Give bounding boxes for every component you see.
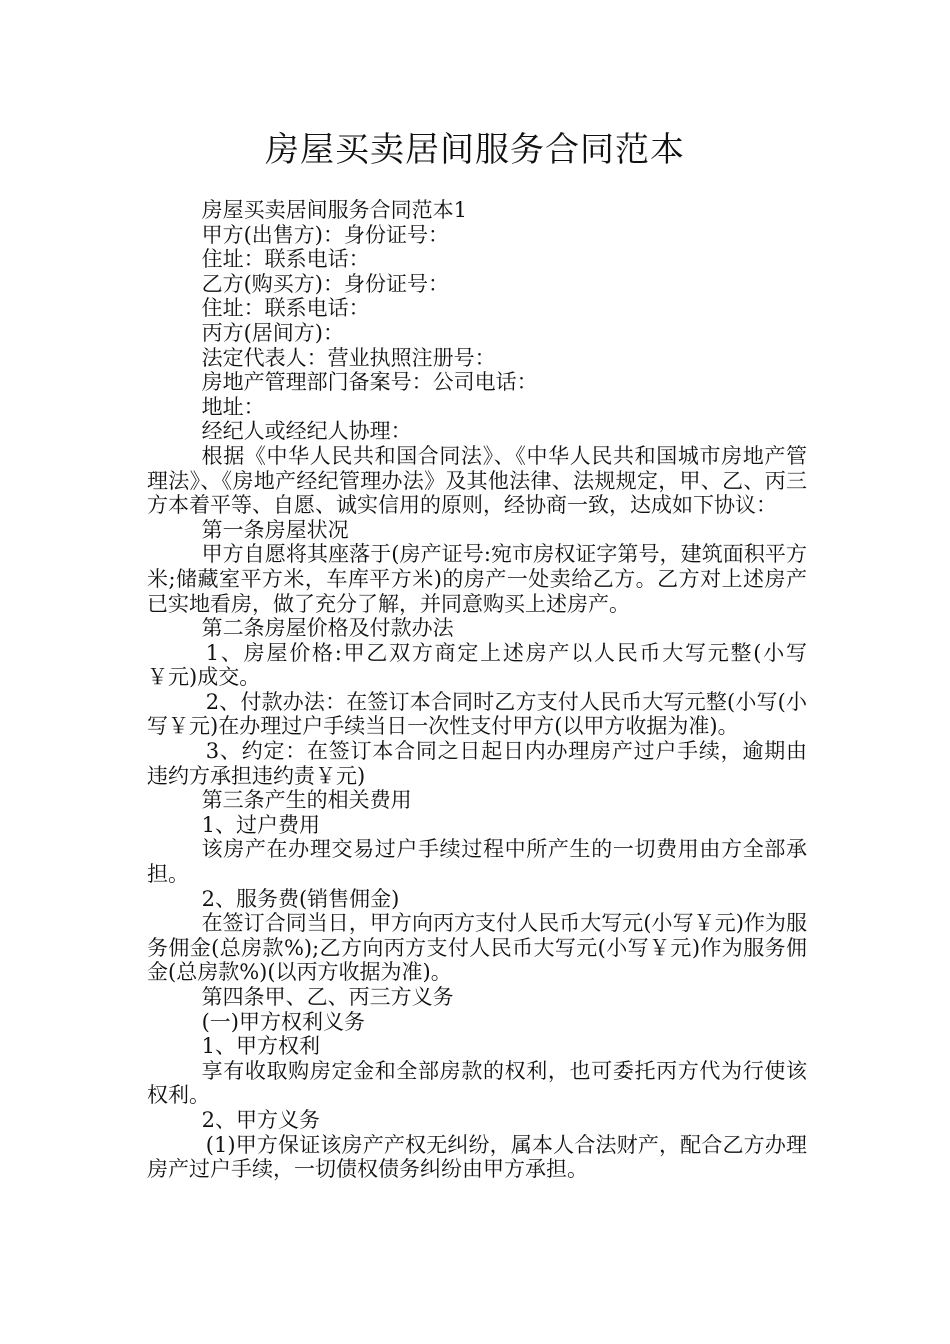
document-title: 房屋买卖居间服务合同范本	[265, 130, 685, 170]
paragraph: 该房产在办理交易过户手续过程中所产生的一切费用由方全部承担。	[147, 837, 807, 887]
paragraph: (1)甲方保证该房产产权无纠纷，属本人合法财产，配合乙方办理房产过户手续，一切债权债务纠纷由甲方承担。	[147, 1132, 807, 1182]
paragraph: 经纪人或经纪人协理：	[201, 419, 412, 444]
paragraph: 住址：联系电话：	[201, 296, 370, 321]
paragraph: 地址：	[201, 394, 265, 419]
paragraph: 2、甲方义务	[201, 1107, 320, 1132]
paragraph: (一)甲方权利义务	[201, 1009, 365, 1034]
paragraph: 住址：联系电话：	[201, 247, 370, 272]
paragraph: 甲方自愿将其座落于(房产证号:宛市房权证字第号，建筑面积平方米;储藏室平方米，车库平方米)的房产一处卖给乙方。乙方对上述房产已实地看房，做了充分了解，并同意购买上述房产。	[147, 542, 807, 616]
paragraph: 乙方(购买方)：身份证号：	[201, 271, 449, 296]
document-body	[147, 198, 807, 1182]
paragraph: 1、房屋价格:甲乙双方商定上述房产以人民币大写元整(小写￥元)成交。	[147, 640, 807, 690]
paragraph: 房屋买卖居间服务合同范本1	[201, 198, 467, 222]
section-heading: 第三条产生的相关费用	[201, 788, 412, 813]
paragraph: 房地产管理部门备案号：公司电话：	[201, 370, 538, 395]
paragraph: 2、付款办法：在签订本合同时乙方支付人民币大写元整(小写(小写￥元)在办理过户手续当日一次性支付甲方(以甲方收据为准)。	[147, 689, 807, 739]
paragraph: 3、约定：在签订本合同之日起日内办理房产过户手续，逾期由违约方承担违约责￥元)	[147, 739, 807, 788]
paragraph: 在签订合同当日，甲方向丙方支付人民币大写元(小写￥元)作为服务佣金(总房款%);乙方向丙方支付人民币大写元(小写￥元)作为服务佣金(总房款%)(以丙方收据为准)。	[147, 911, 807, 985]
paragraph: 2、服务费(销售佣金)	[201, 886, 400, 911]
paragraph: 丙方(居间方)：	[201, 320, 344, 345]
paragraph: 1、甲方权利	[201, 1034, 320, 1059]
paragraph: 享有收取购房定金和全部房款的权利，也可委托丙方代为行使该权利。	[147, 1058, 807, 1108]
paragraph: 法定代表人：营业执照注册号：	[201, 345, 496, 370]
paragraph: 甲方(出售方)：身份证号：	[201, 222, 449, 247]
paragraph: 1、过户费用	[201, 812, 320, 837]
paragraph: 根据《中华人民共和国合同法》、《中华人民共和国城市房地产管理法》、《房地产经纪管理办法》及其他法律、法规规定，甲、乙、丙三方本着平等、自愿、诚实信用的原则，经协商一致，达成如下协议：	[147, 443, 807, 518]
section-heading: 第四条甲、乙、丙三方义务	[201, 985, 454, 1009]
section-heading: 第二条房屋价格及付款办法	[201, 616, 454, 641]
section-heading: 第一条房屋状况	[201, 517, 349, 542]
